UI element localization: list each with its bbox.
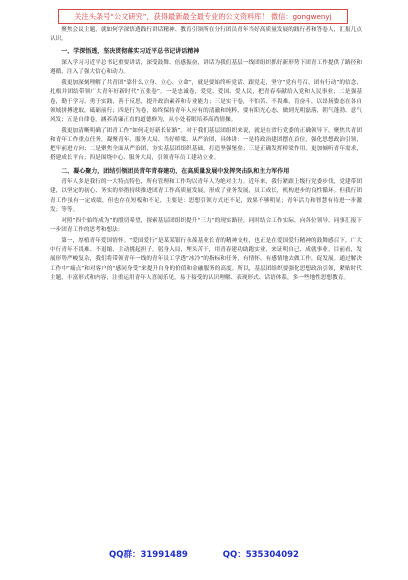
promo-banner: 关注头条号“公文研究”，获得最新最全最专业的公文资料库！ 微信：gongwenyj	[58, 9, 348, 24]
qq-group-number: QQ群：31991489	[109, 550, 188, 560]
section-2-paragraph-2: 对照“四个始终成为”的殷切希望，探索基层团组织提升“三力”的现实路径，同时结合工作实际，向各位领导、同事汇报下一步团青工作的思考和想法：	[50, 217, 362, 233]
greeting-paragraph: 聚焦会议主题，就如何学深悟透践行讲话精神、教育引领所在分行团员青年当好高质量发展的践行者和答卷人，汇报几点认识。	[50, 27, 362, 43]
section-1-paragraph-1: 深入学习习近平总书记重要讲话，深受鼓舞、倍感振奋，讲话为我们基层一线团组织抓好新形势下团青工作提供了路径和遵循，注入了强大信心和动力。	[50, 59, 362, 76]
section-2-paragraph-3: 第一，厚植青年爱国情怀。“爱国爱行”是某某银行永葆基业长青的精神支柱，也正是在爱国爱行精神的鼓舞感召下，广大中行青年不畏难、不退缩，主动挑起担子，躬身入局，埋头苦干，用青春建功助跑实业，来证明自己、成就事业。目前看，发展形势严峻复杂，我们将带领青年一线的青年员工学透“冰冷”的指标和任务，有情怀、有感情地去做工作，促发展。通过解决工作中“痛点”和对客户的“感同身受”来提升自身的价值和金融服务的高度。所以，基层团组织要强化思想政治引领，紧贴时代主题，丰富形式和内容，注重运用青年人喜闻乐见，易于接受的认识理解、表现形式、话语体系，多一些地性思想教育。	[50, 238, 362, 281]
section-2-heading: 二、凝心聚力，团结引领团员青年青春建功，在高质量发展中发挥突击队和主力军作用	[61, 167, 290, 175]
section-1-heading: 一、学深悟透，坚决贯彻落实习近平总书记讲话精神	[61, 48, 200, 56]
document-body	[50, 26, 362, 283]
qq-number: QQ：535304092	[222, 550, 299, 560]
section-2-paragraph-1: 青年人多是我行的一大特点特色，所有管理和工作均以青年人为绝对主力。近年来，我行紧跟上级行党委步伐，党建带团建，以坚定的初心、务实的举措持续推进团青工作高质量发展，形成了业务发展，员工成长，机构进步的良性循环。但我行团青工作虽有一定成绩，但也存在短板和不足，主要是：思想引领方式还不足，效果不够明显；青年活力和智慧有待进一步激发；等等。	[50, 179, 362, 213]
section-1-paragraph-3: 我更加清晰明确了团青工作“如何走好新长征路”。对于我们基层团组织来说，就是在省行党委的正确领导下，聚焦共青团和青年工作重点任务，凝聚青年、服务大局、当好桥梁、从严治团，具体讲：一是将政治建团摆在首位，强化思想政治引领，把牢前进方向；二是聚焦全面从严治团，夯实基层团组织基础，打造坚强堡垒；三是正确发挥桥梁作用，更加倾听青年需求，搭建成长平台；四是围绕中心、服务大局，引领青年员工建功立业。	[50, 128, 362, 162]
contact-footer	[0, 548, 408, 560]
section-1-paragraph-2: 我更加深刻理解了共青团“靠什么立身、立心、立命”，就是要始终听党话、跟党走，坚守“党有号召、团有行动”的信念，扎根并团结带领广大青年好新时代“五张卷”。一是忠诚卷，爱党、爱国、爱人民，把青春奉献给入党和人民事业；二是强基卷，勤于学习、勇于实践，善于反思，提升政治素养和专业能力；三是实干卷，不怕苦、不畏难，肯奋斗，以昂扬姿态在各自领域拼搏进取，砥砺前行；四是行为卷，始终保持青年人应有的清澈和纯粹，要有阳光心态，做到光明磊落，朝气蓬勃、意气风发；五是自律卷，涵养清廉正直的道德修为，从小处着眼培养高尚情操。	[50, 80, 362, 123]
